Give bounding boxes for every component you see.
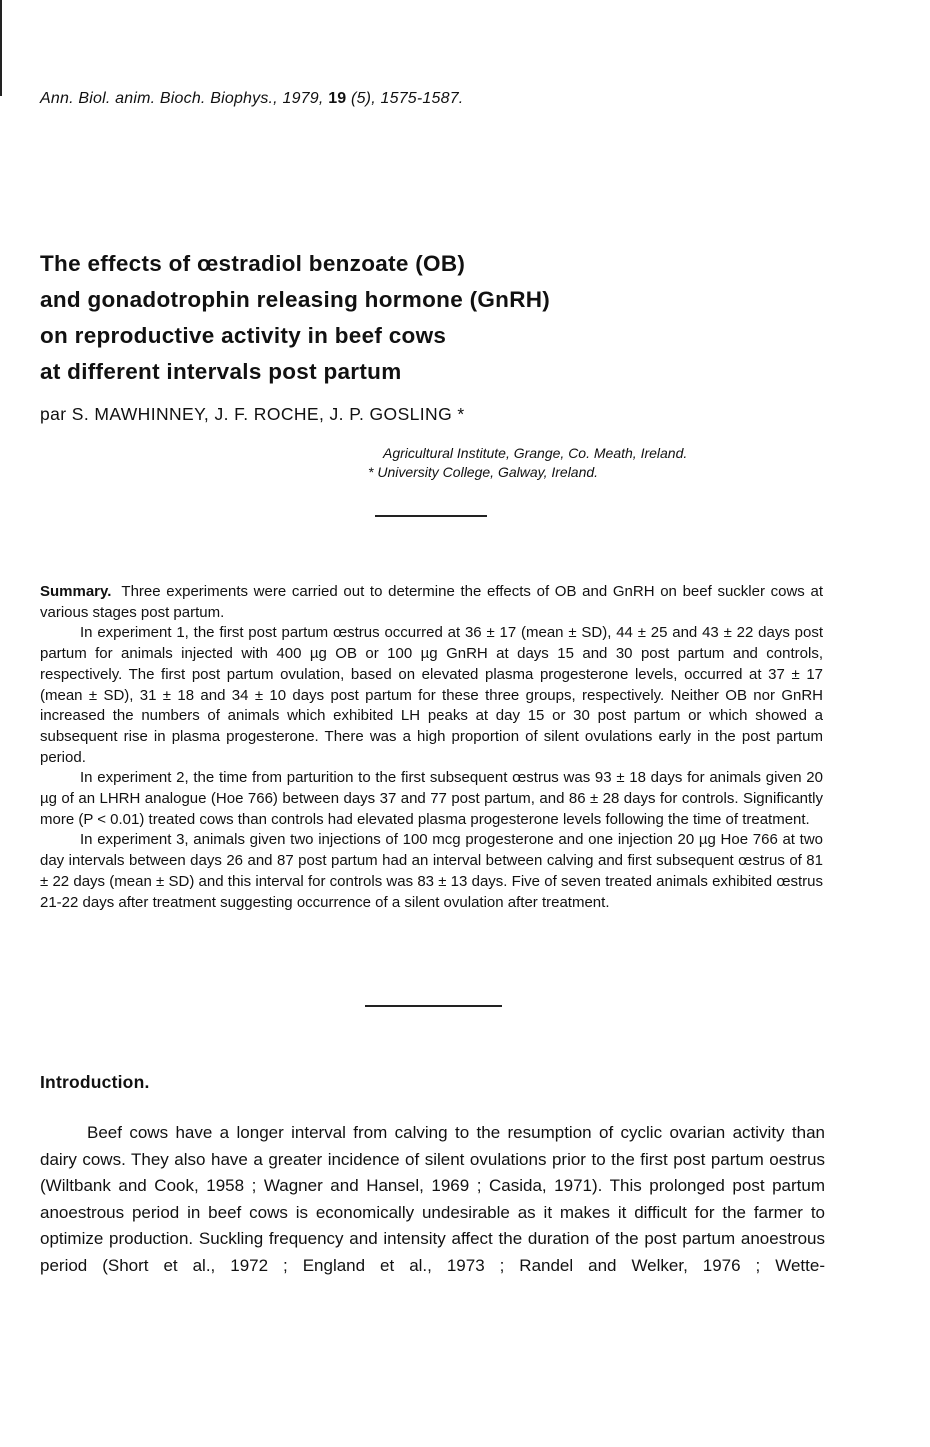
section-divider	[365, 1005, 502, 1007]
summary-paragraph	[40, 582, 823, 623]
summary-paragraph: In experiment 2, the time from parturition to the first subsequent œstrus was 93 ± 18 days for animals given 20 µg of an LHRH analogue (Hoe 766) between days 37 and 77 post partum, and 86 ± 28 days for controls. Significantly more (P < 0.01) treated cows than controls had elevated plasma progesterone levels following the time of treatment.	[40, 769, 823, 828]
journal-year: 1979,	[282, 90, 324, 107]
affiliations	[368, 444, 687, 482]
summary-text: Three experiments were carried out to determine the effects of OB and GnRH on beef suckler cows at various stages post partum.	[40, 583, 823, 621]
journal-issue-pages: (5), 1575-1587.	[351, 90, 464, 107]
title-line: The effects of œstradiol benzoate (OB)	[40, 251, 466, 276]
journal-citation	[40, 90, 463, 108]
margin-line	[0, 0, 2, 96]
journal-name: Ann. Biol. anim. Bioch. Biophys.,	[40, 90, 278, 107]
affiliation-line: Agricultural Institute, Grange, Co. Meath, Ireland.	[383, 445, 688, 461]
title-line: and gonadotrophin releasing hormone (GnRH)	[40, 287, 551, 312]
affiliation-line: * University College, Galway, Ireland.	[368, 464, 599, 480]
summary-paragraph: In experiment 3, animals given two injections of 100 mcg progesterone and one injection 20 µg Hoe 766 at two day intervals between days 26 and 87 post partum had an interval between calving and first subsequent œstrus of 81 ± 22 days (mean ± SD) and this interval for controls was 83 ± 13 days. Five of seven treated animals exhibited œstrus 21-22 days after treatment suggesting occurrence of a silent ovulation after treatment.	[40, 831, 823, 911]
introduction-heading: Introduction.	[40, 1072, 150, 1092]
journal-volume: 19	[328, 90, 347, 107]
summary-label: Summary.	[40, 583, 112, 600]
title-line: at different intervals post partum	[40, 359, 402, 384]
section-divider	[375, 515, 487, 517]
introduction-paragraph: Beef cows have a longer interval from calving to the resumption of cyclic ovarian activity than dairy cows. They also have a greater incidence of silent ovulations prior to the first post partum oestrus (Wiltbank and Cook, 1958 ; Wagner and Hansel, 1969 ; Casida, 1971). This prolonged post partum anoestrous period in beef cows is economically undesirable as it makes it difficult for the farmer to optimize production. Suckling frequency and intensity affect the duration of the post partum anoestrous period (Short et al., 1972 ; England et al., 1973 ; Randel and Welker, 1976 ; Wette-	[40, 1123, 825, 1275]
summary-paragraph: In experiment 1, the first post partum œstrus occurred at 36 ± 17 (mean ± SD), 44 ± 25 and 43 ± 22 days post partum for animals injected with 400 µg OB or 100 µg GnRH at days 15 and 30 post partum and controls, respectively. The first post partum ovulation, based on elevated plasma progesterone levels, occurred at 37 ± 17 (mean ± SD), 31 ± 18 and 34 ± 10 days post partum for these three groups, respectively. Neither OB nor GnRH increased the numbers of animals which exhibited LH peaks at day 15 or 30 post partum or which showed a subsequent rise in plasma progesterone. There was a high proportion of silent ovulations early in the post partum period.	[40, 624, 823, 766]
summary-section	[40, 582, 823, 913]
title-line: on reproductive activity in beef cows	[40, 323, 447, 348]
author-list: par S. MAWHINNEY, J. F. ROCHE, J. P. GOSLING *	[40, 404, 465, 424]
paper-title	[40, 246, 860, 390]
